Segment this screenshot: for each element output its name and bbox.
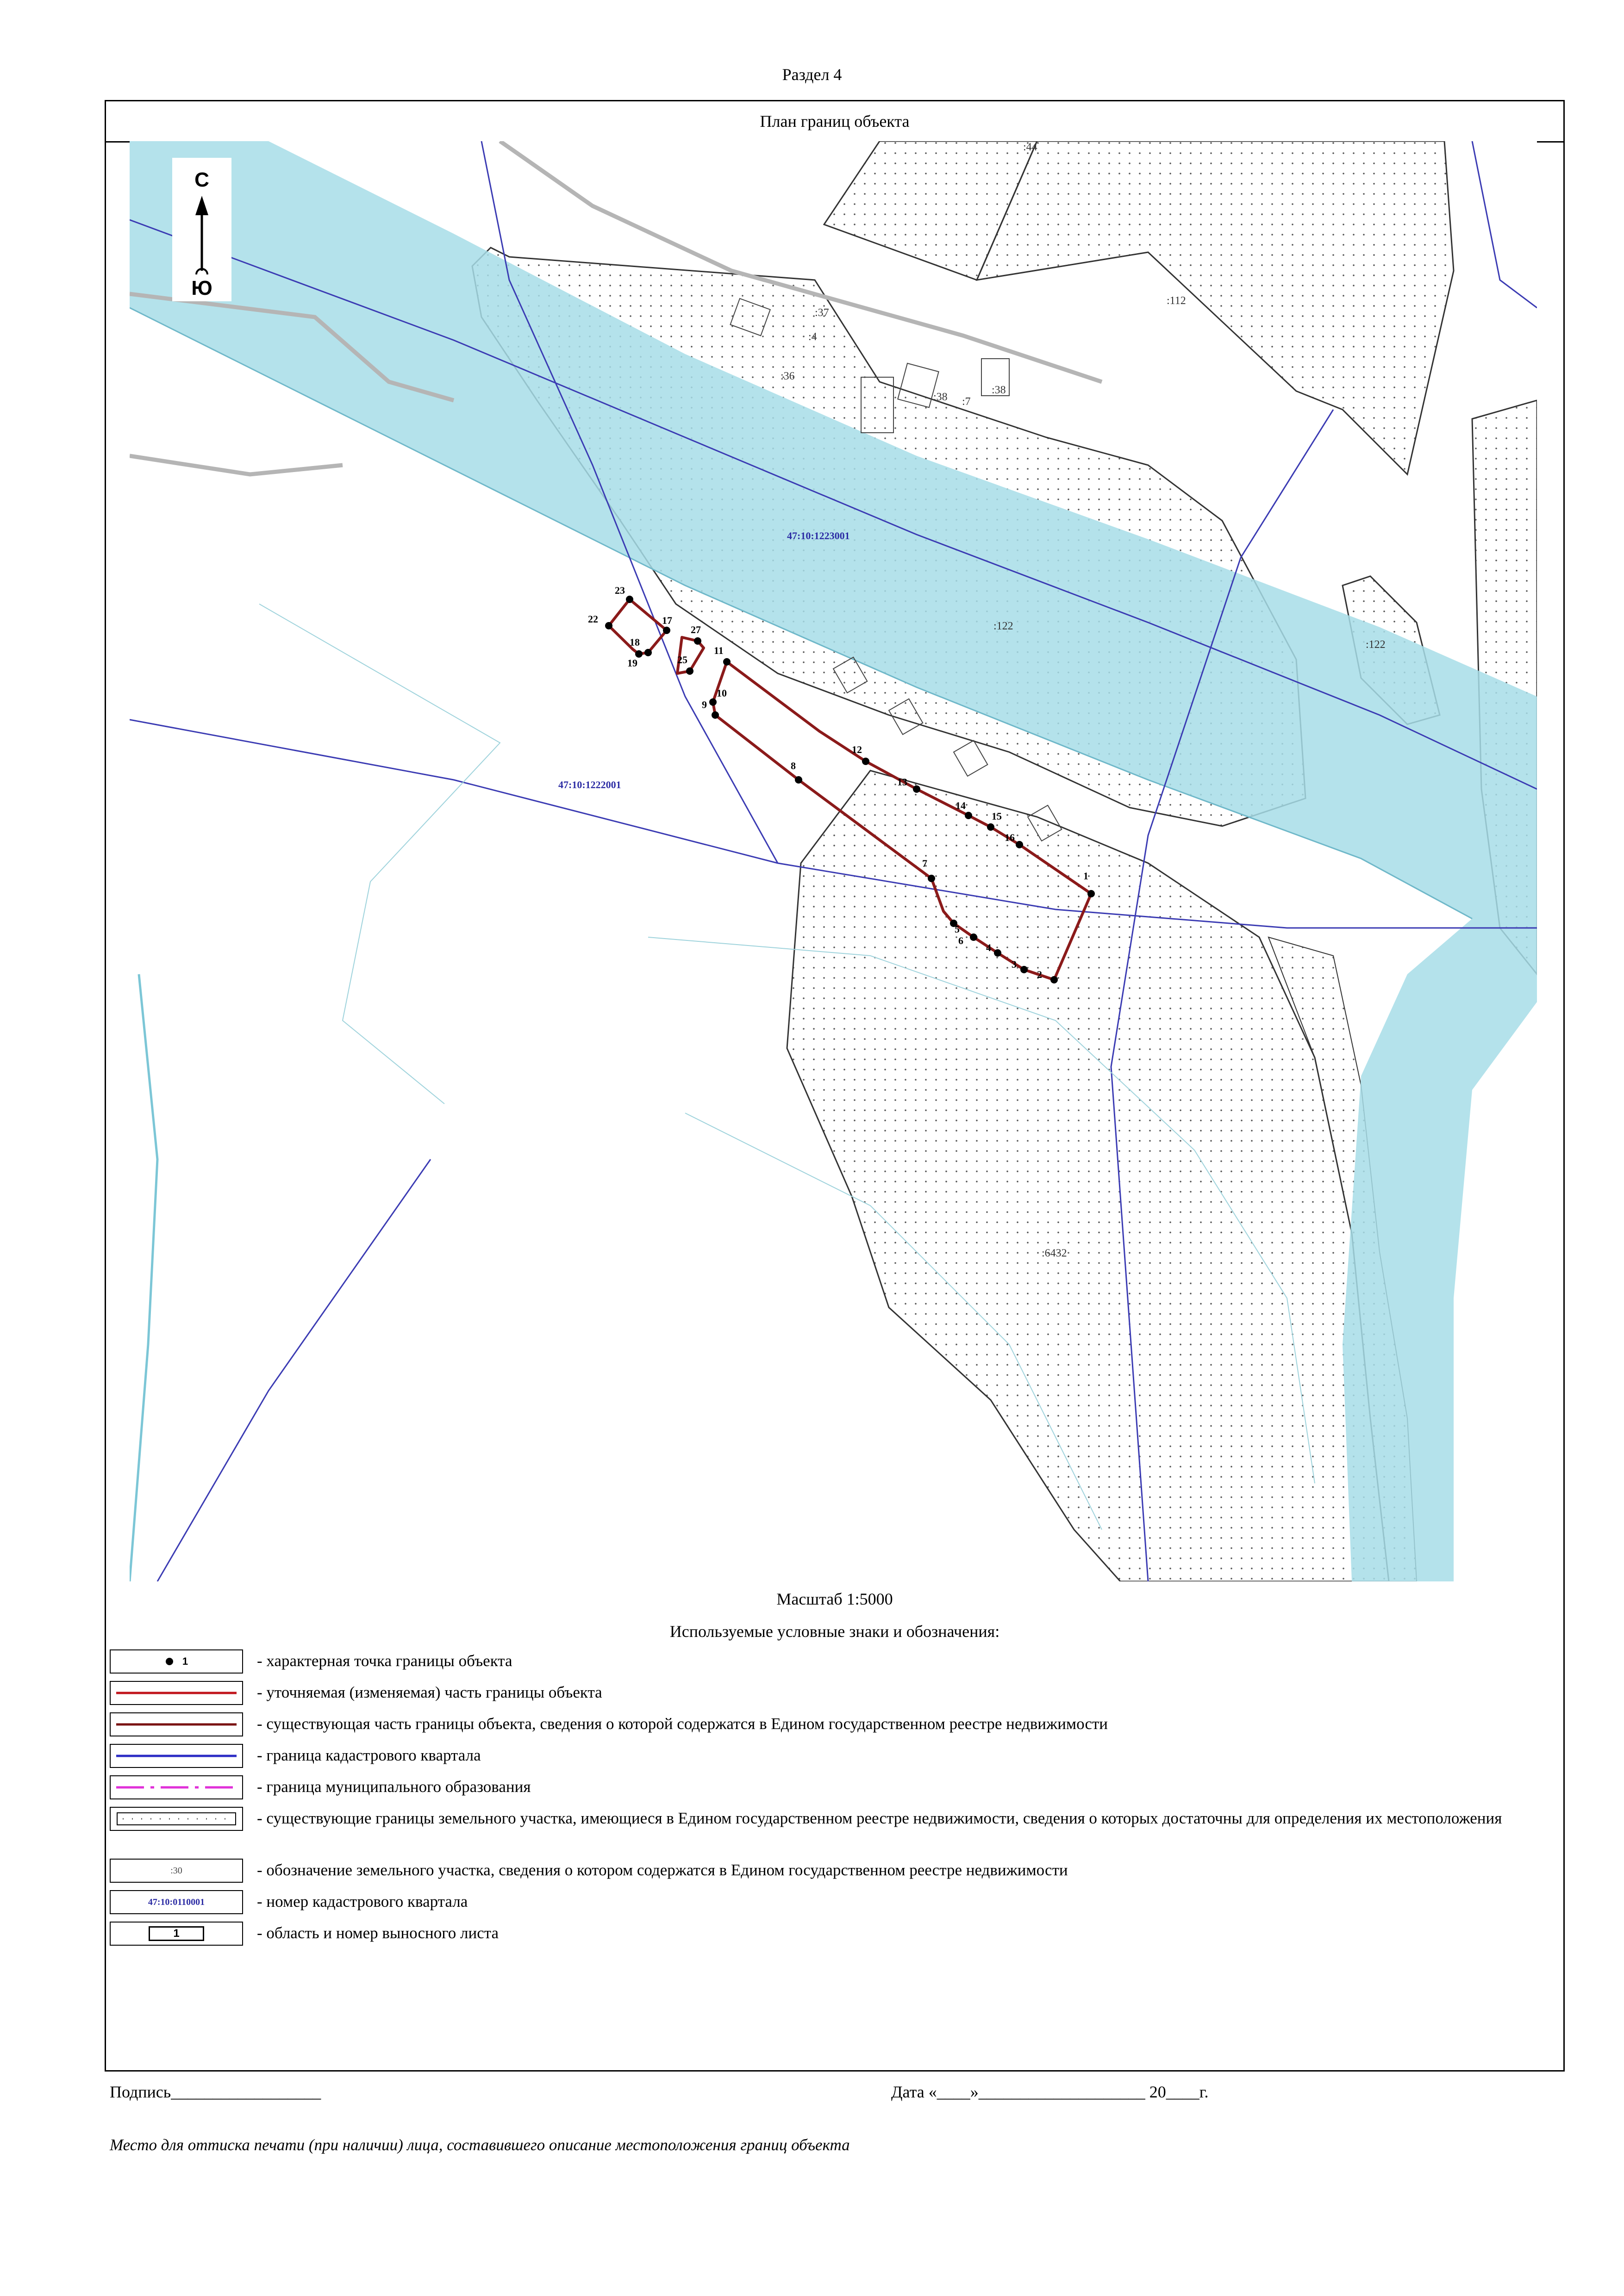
point-3 [1020, 966, 1028, 973]
parcel-label-38b: :38 [992, 384, 1006, 396]
legend-symbol-parcel-label [110, 1859, 243, 1883]
plan-title: План границ объекта [106, 101, 1563, 143]
point-label-6: 6 [958, 935, 963, 946]
point-14 [965, 812, 972, 819]
legend-symbol-callout-sheet [110, 1922, 243, 1946]
point-7 [928, 875, 935, 882]
legend-symbol-municipal-boundary [110, 1775, 243, 1799]
point-12 [862, 758, 869, 765]
point-13 [913, 785, 920, 793]
legend-text-parcel-label: - обозначение земельного участка, сведения о котором содержатся в Едином государственном реестре недвижимости [257, 1861, 1068, 1879]
legend-text-callout-sheet: - область и номер выносного листа [257, 1924, 499, 1942]
map-scale: Масштаб 1:5000 [776, 1590, 893, 1608]
legend-title: Используемые условные знаки и обозначения: [669, 1622, 1000, 1641]
point-label-17: 17 [662, 615, 672, 626]
legend-sheet-number: 1 [149, 1926, 204, 1941]
point-5 [970, 933, 977, 941]
point-label-27: 27 [691, 624, 701, 635]
point-11 [723, 658, 731, 666]
point-label-18: 18 [630, 636, 640, 648]
legend-symbol-existing-boundary [110, 1712, 243, 1736]
point-label-15: 15 [992, 810, 1002, 822]
parcel-label-38a: :38 [933, 391, 948, 403]
legend-quarter-number: 47:10:0110001 [148, 1897, 205, 1907]
quarter-label-1223001: 47:10:1223001 [787, 530, 850, 541]
legend-text-existing-boundary: - существующая часть границы объекта, сведения о которой содержатся в Едином государственном реестре недвижимости [257, 1715, 1108, 1733]
point-label-8: 8 [791, 760, 796, 772]
cadastral-map [130, 141, 1537, 1581]
point-2 [1050, 976, 1058, 983]
point-10 [709, 698, 717, 706]
point-18 [644, 649, 652, 656]
parcel-label-112: :112 [1167, 295, 1186, 307]
point-23 [626, 596, 633, 603]
point-16 [1016, 841, 1023, 848]
point-27 [694, 637, 701, 645]
point-label-19: 19 [627, 657, 637, 669]
point-8 [795, 776, 802, 784]
point-label-7: 7 [922, 858, 927, 869]
point-15 [987, 823, 994, 831]
parcel-label-36: :36 [781, 370, 795, 382]
parcel-label-6432: :6432 [1042, 1247, 1067, 1259]
point-label-13: 13 [897, 776, 907, 788]
point-25 [686, 667, 693, 675]
parcel-label-4: :4 [808, 331, 817, 343]
legend-text-quarter-number: - номер кадастрового квартала [257, 1892, 468, 1910]
point-label-1: 1 [1083, 870, 1088, 882]
point-label-5: 5 [955, 923, 960, 935]
legend-symbol-point [110, 1649, 243, 1674]
legend-text-changed-boundary: - уточняемая (изменяемая) часть границы объекта [257, 1683, 602, 1701]
parcel-label-37: :37 [815, 307, 829, 319]
legend-symbol-parcel-boundary [110, 1807, 243, 1831]
signature-line: Подпись__________________ [110, 2083, 321, 2101]
parcel-label-122a: :122 [993, 620, 1013, 632]
point-label-2: 2 [1037, 969, 1042, 980]
point-4 [994, 949, 1001, 957]
quarter-label-1222001: 47:10:1222001 [558, 779, 621, 790]
parcel-label-7: :7 [962, 396, 971, 408]
point-19 [635, 650, 643, 658]
legend-symbol-quarter-number [110, 1890, 243, 1914]
legend-text-parcel-boundary: - существующие границы земельного участка, имеющиеся в Едином государственном реестре недвижимости, сведения о которых достаточны для определения их местоположения [257, 1809, 1502, 1827]
stamp-note: Место для оттиска печати (при наличии) лица, составившего описание местоположения границ объекта [110, 2136, 850, 2154]
point-label-11: 11 [714, 645, 724, 656]
point-label-9: 9 [702, 699, 707, 710]
point-label-22: 22 [588, 613, 598, 625]
point-label-10: 10 [717, 687, 727, 699]
point-label-3: 3 [1012, 958, 1017, 970]
point-1 [1087, 890, 1095, 897]
point-label-12: 12 [852, 744, 862, 755]
legend-symbol-quarter-boundary [110, 1744, 243, 1768]
plan-frame [105, 100, 1565, 2154]
point-label-16: 16 [1005, 832, 1015, 843]
point-9 [712, 711, 719, 719]
legend-symbol-changed-boundary [110, 1681, 243, 1705]
date-line: Дата «____»____________________ 20____г. [891, 2083, 1209, 2101]
point-label-25: 25 [677, 654, 687, 666]
north-label: С [194, 168, 209, 191]
point-label-23: 23 [615, 585, 625, 596]
legend-parcel-label: :30 [170, 1865, 182, 1876]
parcel-label-122b: :122 [1366, 639, 1386, 651]
section-title: Раздел 4 [782, 65, 842, 84]
legend-text-point: - характерная точка границы объекта [257, 1652, 512, 1670]
legend-text-quarter-boundary: - граница кадастрового квартала [257, 1746, 481, 1764]
point-label-4: 4 [986, 942, 991, 953]
legend-text-municipal-boundary: - граница муниципального образования [257, 1778, 531, 1796]
north-arrow [172, 158, 231, 301]
point-label-14: 14 [956, 800, 966, 811]
south-label: Ю [191, 277, 212, 299]
point-22 [605, 622, 612, 629]
parcel-label-44: :44 [1023, 141, 1037, 153]
legend-point-number: 1 [182, 1655, 188, 1667]
point-17 [663, 627, 670, 634]
